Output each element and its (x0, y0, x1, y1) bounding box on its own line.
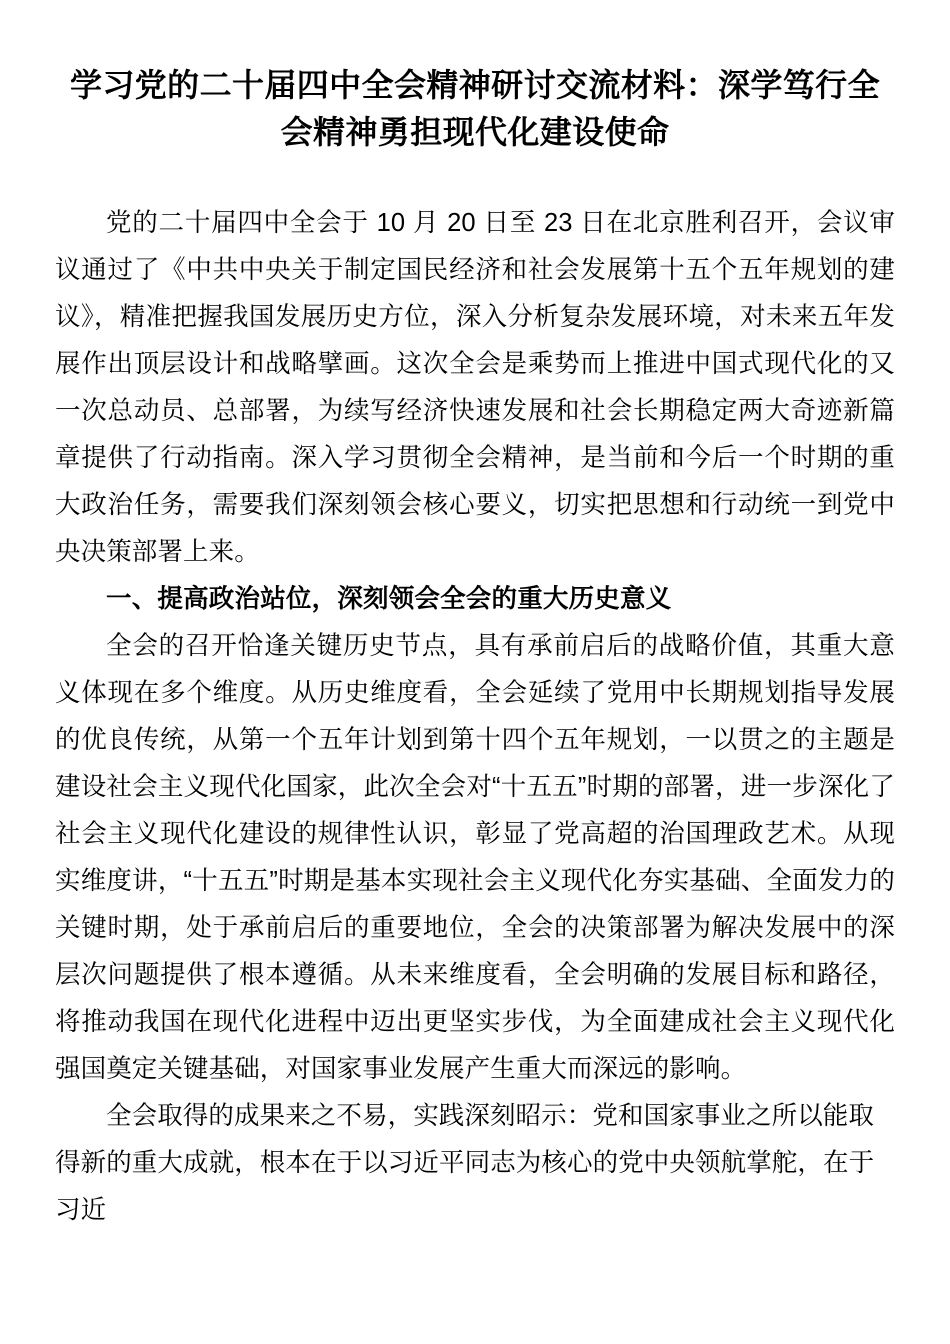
section-heading-1: 一、提高政治站位，深刻领会全会的重大历史意义 (106, 585, 672, 613)
body-paragraph-3: 全会取得的成果来之不易，实践深刻昭示：党和国家事业之所以能取得新的重大成就，根本在于以习近平同志为核心的党中央领航掌舵，在于习近 (55, 1102, 875, 1224)
body-paragraph-1: 党的二十届四中全会于 10 月 20 日至 23 日在北京胜利召开，会议审议通过了《中共中央关于制定国民经济和社会发展第十五个五年规划的建议》，精准把握我国发展历史方位，深入分析复杂发展环境，对未来五年发展作出顶层设计和战略擘画。这次全会是乘势而上推进中国式现代化的又一次总动员、总部署，为续写经济快速发展和社会长期稳定两大奇迹新篇章提供了行动指南。深入学习贯彻全会精神，是当前和今后一个时期的重大政治任务，需要我们深刻领会核心要义，切实把思想和行动统一到党中央决策部署上来。 (55, 209, 895, 566)
body-paragraph-2: 全会的召开恰逢关键历史节点，具有承前启后的战略价值，其重大意义体现在多个维度。从历史维度看，全会延续了党用中长期规划指导发展的优良传统，从第一个五年计划到第十四个五年规划，一以贯之的主题是建设社会主义现代化国家，此次全会对“十五五”时期的部署，进一步深化了社会主义现代化建设的规律性认识，彰显了党高超的治国理政艺术。从现实维度讲，“十五五”时期是基本实现社会主义现代化夯实基础、全面发力的关键时期，处于承前启后的重要地位，全会的决策部署为解决发展中的深层次问题提供了根本遵循。从未来维度看，全会明确的发展目标和路径，将推动我国在现代化进程中迈出更坚实步伐，为全面建成社会主义现代化强国奠定关键基础，对国家事业发展产生重大而深远的影响。 (55, 632, 895, 1083)
document-content (55, 0, 895, 1234)
title-spacer (55, 156, 895, 200)
page-title: 学习党的二十届四中全会精神研讨交流材料：深学笃行全会精神勇担现代化建设使命 (69, 67, 880, 150)
